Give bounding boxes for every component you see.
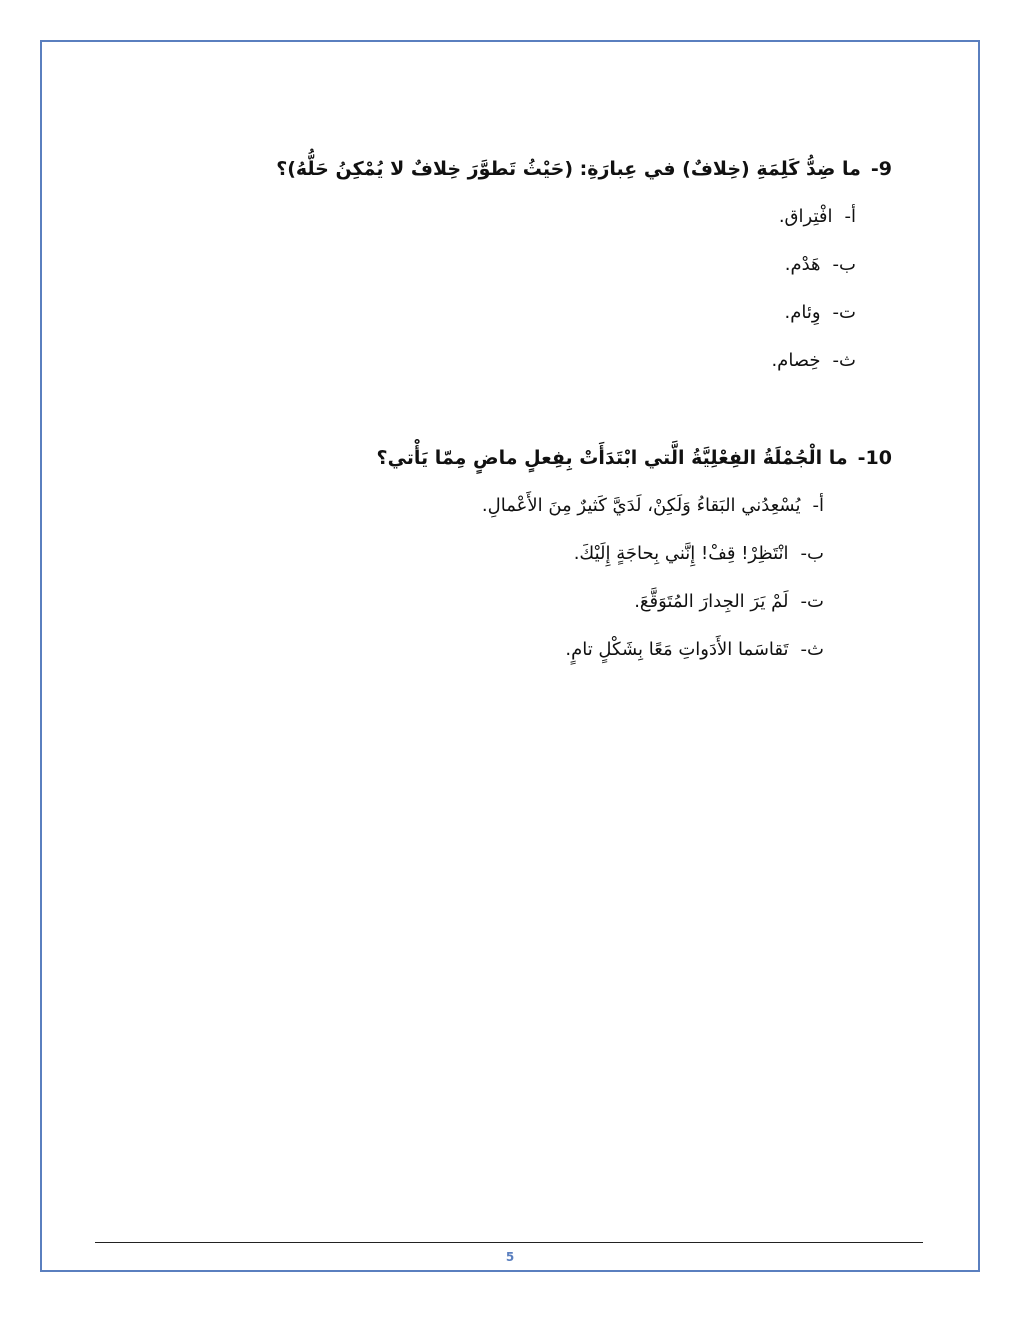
- question-9-option-a: [276, 202, 856, 232]
- option-letter: ب-: [832, 254, 856, 275]
- option-text: وِئام.: [784, 302, 821, 323]
- option-letter: ث-: [800, 639, 824, 660]
- question-9-options: [276, 202, 856, 376]
- option-text: لَمْ يَرَ الجِدارَ المُتَوَقَّعَ.: [634, 591, 789, 612]
- option-text: يُسْعِدُني البَقاءُ وَلَكِنْ، لَدَيَّ كَثيرٌ مِنَ الأَعْمالِ.: [481, 495, 801, 516]
- question-10-number: 10-: [857, 447, 892, 469]
- question-9-option-d: [276, 346, 856, 376]
- question-10: [377, 443, 892, 683]
- footer-divider: [95, 1242, 923, 1243]
- option-letter: أ-: [844, 206, 856, 227]
- question-10-text: ما الْجُمْلَةُ الفِعْلِيَّةُ الَّتي ابْتَدَأَتْ بِفِعلٍ ماضٍ مِمّا يَأْتي؟: [376, 447, 848, 469]
- question-9-number: 9-: [870, 158, 892, 180]
- question-10-option-b: [377, 539, 824, 569]
- option-letter: ت-: [800, 591, 824, 612]
- option-text: انْتَظِرْ! قِفْ! إِنَّني بِحاجَةٍ إِلَيْكَ.: [573, 543, 789, 564]
- option-text: تَقاسَما الأَدَواتِ مَعًا بِشَكْلٍ تامٍ.: [565, 639, 789, 660]
- option-text: هَدْم.: [784, 254, 821, 275]
- question-10-title: [377, 443, 892, 473]
- question-10-option-a: [377, 491, 824, 521]
- option-text: افْتِراق.: [778, 206, 833, 227]
- question-9-option-c: [276, 298, 856, 328]
- option-letter: ث-: [832, 350, 856, 371]
- option-letter: ت-: [832, 302, 856, 323]
- option-text: خِصام.: [771, 350, 821, 371]
- question-9: [276, 154, 892, 394]
- page-number: 5: [505, 1250, 515, 1264]
- question-10-option-d: [377, 635, 824, 665]
- option-letter: ب-: [800, 543, 824, 564]
- question-9-text: ما ضِدُّ كَلِمَةِ (خِلافٌ) في عِبارَةِ: (حَيْثُ تَطوَّرَ خِلافٌ لا يُمْكِنُ حَلُّهُ)؟: [276, 158, 861, 180]
- question-9-option-b: [276, 250, 856, 280]
- question-10-option-c: [377, 587, 824, 617]
- option-letter: أ-: [812, 495, 824, 516]
- question-10-options: [377, 491, 824, 665]
- question-9-title: [276, 154, 892, 184]
